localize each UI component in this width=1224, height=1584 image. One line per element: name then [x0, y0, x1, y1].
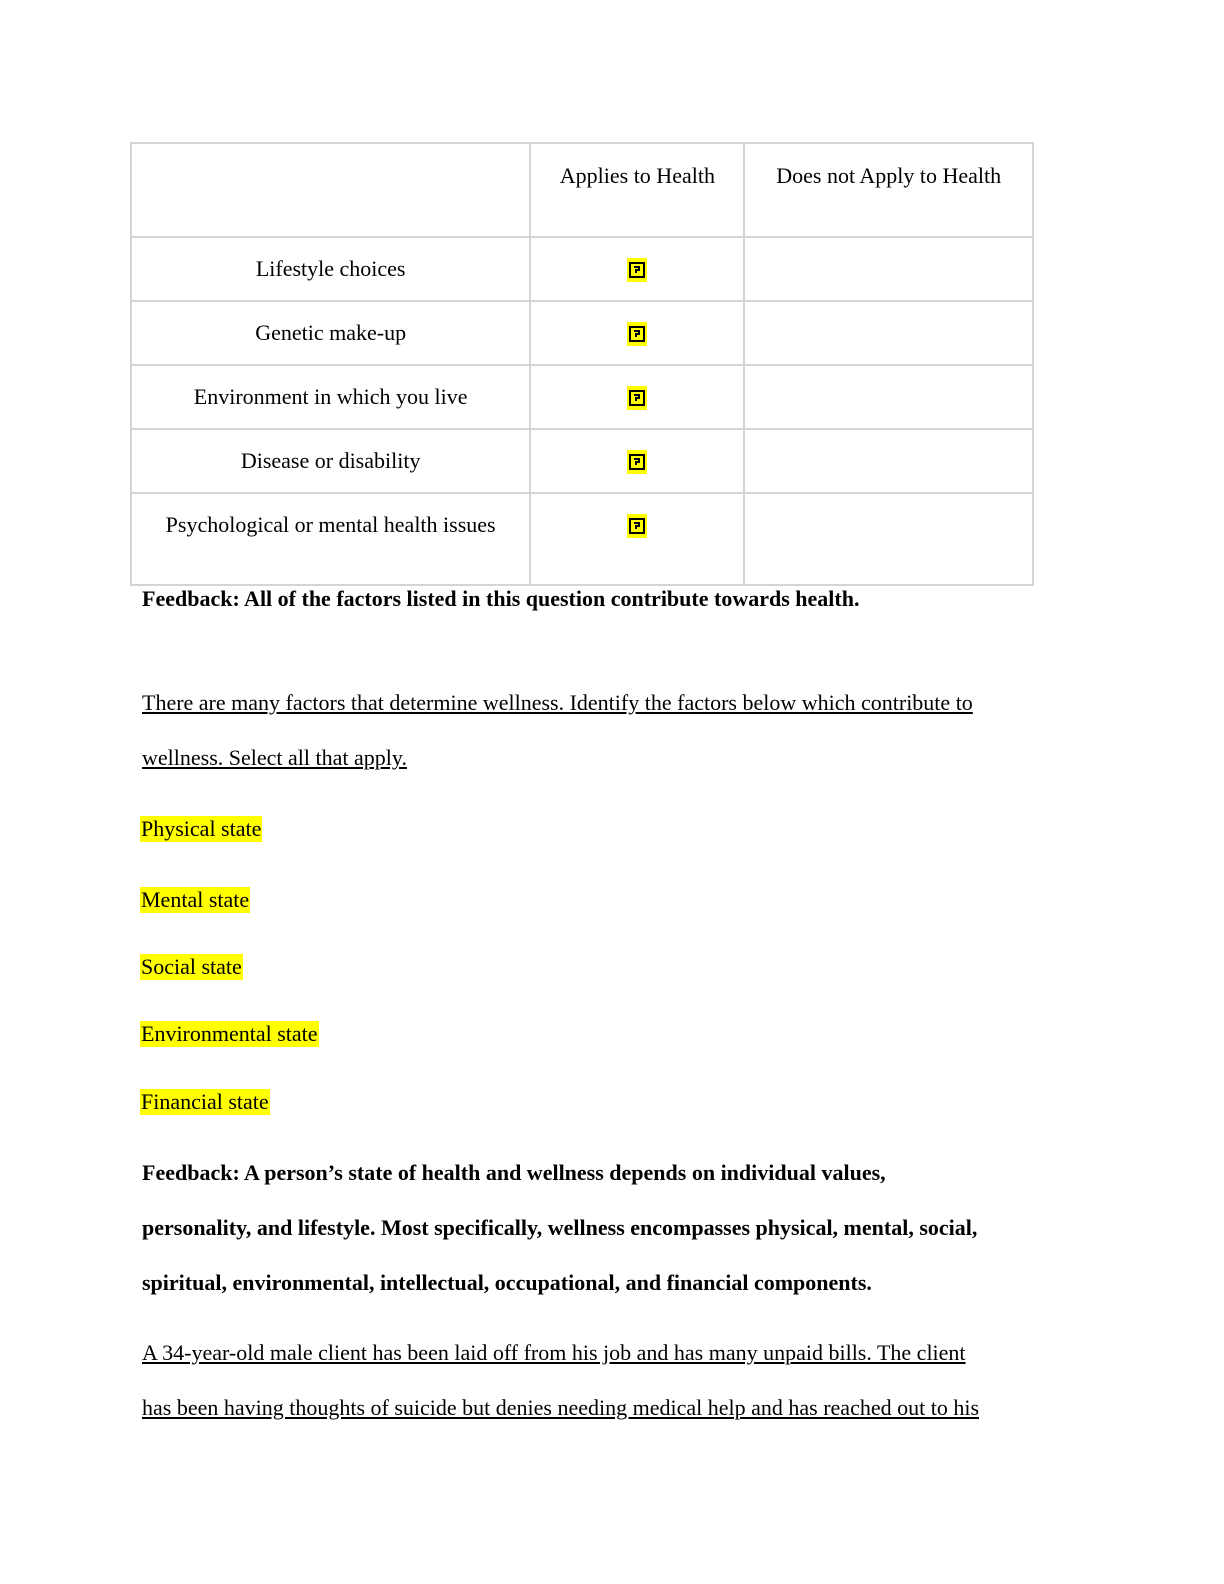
- applies-cell: [530, 493, 744, 585]
- option-financial-state: Financial state: [141, 1089, 269, 1114]
- option-environmental-state: Environmental state: [141, 1021, 318, 1046]
- does-not-apply-cell: [744, 365, 1033, 429]
- applies-cell: [530, 365, 744, 429]
- option-physical-state: Physical state: [141, 816, 262, 841]
- header-cell-blank: [131, 143, 530, 237]
- checkbox-checked-icon: [627, 322, 647, 346]
- header-does-not-apply: Does not Apply to Health: [744, 143, 1033, 237]
- table-row: [131, 429, 1033, 493]
- applies-cell: [530, 301, 744, 365]
- table-row: [131, 301, 1033, 365]
- does-not-apply-cell: [744, 429, 1033, 493]
- applies-cell: [530, 237, 744, 301]
- question-client-line-1: A 34-year-old male client has been laid off from his job and has many unpaid bills. The client: [142, 1340, 966, 1365]
- factor-cell: Disease or disability: [131, 429, 530, 493]
- table-row: [131, 493, 1033, 585]
- table-row: [131, 237, 1033, 301]
- health-factors-table: [130, 142, 1034, 586]
- option-social-state: Social state: [141, 954, 242, 979]
- applies-cell: [530, 429, 744, 493]
- header-applies: Applies to Health: [530, 143, 744, 237]
- checkbox-checked-icon: [627, 258, 647, 282]
- checkbox-checked-icon: [627, 386, 647, 410]
- factor-cell: Psychological or mental health issues: [131, 493, 530, 585]
- feedback-wellness-line-2: personality, and lifestyle. Most specifically, wellness encompasses physical, mental, social,: [142, 1215, 978, 1240]
- question-client-line-2: has been having thoughts of suicide but denies needing medical help and has reached out to his: [142, 1395, 979, 1420]
- table-header-row: [131, 143, 1033, 237]
- does-not-apply-cell: [744, 301, 1033, 365]
- feedback-wellness-line-3: spiritual, environmental, intellectual, occupational, and financial components.: [142, 1270, 872, 1295]
- checkbox-checked-icon: [627, 450, 647, 474]
- checkbox-checked-icon: [627, 514, 647, 538]
- feedback-wellness-line-1: Feedback: A person’s state of health and wellness depends on individual values,: [142, 1160, 886, 1185]
- table-row: [131, 365, 1033, 429]
- factor-cell: Environment in which you live: [131, 365, 530, 429]
- question-wellness-line-2: wellness. Select all that apply.: [142, 745, 407, 770]
- factor-cell: Lifestyle choices: [131, 237, 530, 301]
- factor-cell: Genetic make-up: [131, 301, 530, 365]
- does-not-apply-cell: [744, 237, 1033, 301]
- option-mental-state: Mental state: [141, 887, 250, 912]
- question-wellness-line-1: There are many factors that determine wellness. Identify the factors below which contribute to: [142, 690, 973, 715]
- does-not-apply-cell: [744, 493, 1033, 585]
- feedback-health: Feedback: All of the factors listed in this question contribute towards health.: [142, 586, 860, 611]
